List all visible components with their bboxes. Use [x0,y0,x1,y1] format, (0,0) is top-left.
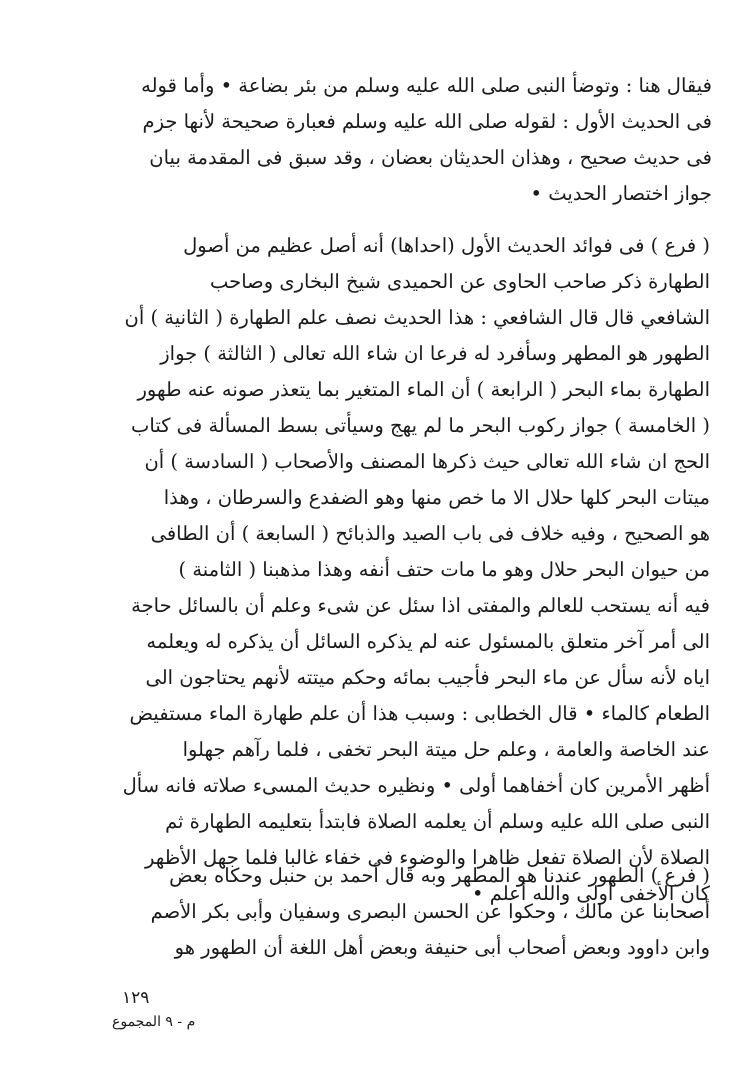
text-line: ( فرع ) الطهور عندنا هو المطهر وبه قال أحمد بن حنبل وحكاه بعض [169,864,710,887]
paragraph-2 [20,228,710,912]
text-line: الطهور هو المطهر وسأفرد له فرعا ان شاء الله تعالى ( الثالثة ) جواز [160,342,710,365]
paragraph-1 [22,68,712,212]
paragraph-3 [20,858,710,966]
text-line: الطهارة بماء البحر ( الرابعة ) أن الماء المتغير بما يتعذر صونه عنه طهور [137,378,710,401]
text-line: وابن داوود وبعض أصحاب أبى حنيفة وبعض أهل اللغة أن الطهور هو [174,936,710,959]
text-line: ( الخامسة ) جواز ركوب البحر ما لم يهج وسيأتى بسط المسألة فى كتاب [131,414,710,437]
text-line: فى الحديث الأول : لقوله صلى الله عليه وسلم فعبارة صحيحة لأنها جزم [142,110,712,133]
printer-signature: م - ٩ المجموع [112,1014,196,1030]
text-line: جواز اختصار الحديث • [530,182,712,205]
text-line: فى حديث صحيح ، وهذان الحديثان بعضان ، وقد سبق فى المقدمة بيان [149,146,712,169]
text-line: الطهارة ذكر صاحب الحاوى عن الحميدى شيخ البخارى وصاحب [210,270,710,293]
text-line: هو الصحيح ، وفيه خلاف فى باب الصيد والذبائح ( السابعة ) أن الطافى [150,522,710,545]
text-line: فيقال هنا : وتوضأ النبى صلى الله عليه وسلم من بئر بضاعة • وأما قوله [141,74,712,97]
page-number: ١٢٩ [122,988,150,1008]
text-line: ( فرع ) فى فوائد الحديث الأول (احداها) أنه أصل عظيم من أصول [183,234,710,257]
text-line: اياه لأنه سأل عن ماء البحر فأجيب بمائه وحكم ميتته لأنهم يحتاجون الى [145,666,710,689]
text-line: الى أمر آخر متعلق بالمسئول عنه لم يذكره السائل أن يذكره له ويعلمه [146,630,710,653]
text-line: أصحابنا عن مالك ، وحكوا عن الحسن البصرى وسفيان وأبى بكر الأصم [150,900,710,923]
text-line: من حيوان البحر حلال وهو ما مات حتف أنفه وهذا مذهبنا ( الثامنة ) [178,558,710,581]
text-line: عند الخاصة والعامة ، وعلم حل ميتة البحر تخفى ، فلما رآهم جهلوا [182,738,710,761]
text-line: الطعام كالماء • قال الخطابى : وسبب هذا أن علم طهارة الماء مستفيض [129,702,710,725]
text-line: الشافعي قال قال الشافعي : هذا الحديث نصف علم الطهارة ( الثانية ) أن [124,306,710,329]
text-line: الحج ان شاء الله تعالى حيث ذكرها المصنف والأصحاب ( السادسة ) أن [144,450,710,473]
text-line: أظهر الأمرين كان أخفاهما أولى • ونظيره حديث المسىء صلاته فانه سأل [122,774,710,797]
text-line: كان الأخفى أولى والله أعلم • [472,882,710,905]
text-line: النبى صلى الله عليه وسلم أن يعلمه الصلاة فابتدأ بتعليمه الطهارة ثم [165,810,710,833]
text-line: ميتات البحر كلها حلال الا ما خص منها وهو الضفدع والسرطان ، وهذا [163,486,710,509]
text-line: فيه أنه يستحب للعالم والمفتى اذا سئل عن شىء وعلم أن بالسائل حاجة [131,594,710,617]
text-line: الصلاة لأن الصلاة تفعل ظاهرا والوضوء فى خفاء غالبا فلما جهل الأظهر [144,846,710,869]
